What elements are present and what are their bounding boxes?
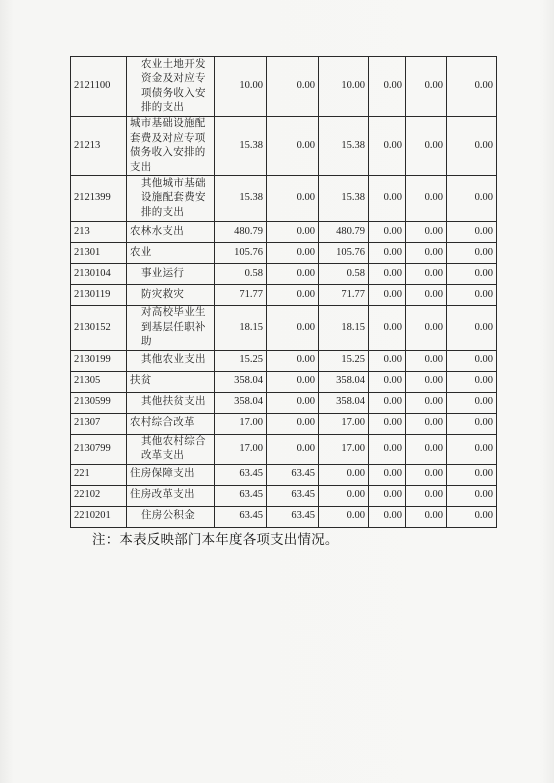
value-cell: 63.45 [215, 506, 267, 527]
value-cell: 0.00 [447, 464, 497, 485]
row-code: 21307 [71, 413, 127, 434]
value-cell: 105.76 [215, 243, 267, 264]
value-cell: 0.00 [406, 243, 447, 264]
row-code: 2130152 [71, 306, 127, 351]
value-cell: 0.00 [406, 57, 447, 117]
value-cell: 0.00 [406, 285, 447, 306]
value-cell: 0.00 [447, 485, 497, 506]
row-name: 防灾救灾 [127, 285, 215, 306]
row-code: 21213 [71, 117, 127, 176]
table-row [71, 117, 497, 176]
row-name: 对高校毕业生到基层任职补助 [127, 306, 215, 351]
value-cell: 0.00 [267, 413, 319, 434]
value-cell: 63.45 [267, 506, 319, 527]
row-name: 农业 [127, 243, 215, 264]
value-cell: 0.00 [319, 464, 369, 485]
value-cell: 0.00 [267, 306, 319, 351]
value-cell: 0.00 [267, 285, 319, 306]
value-cell: 0.00 [406, 176, 447, 222]
row-name: 其他农业支出 [127, 350, 215, 371]
value-cell: 15.38 [319, 176, 369, 222]
value-cell: 0.00 [267, 176, 319, 222]
row-code: 2121399 [71, 176, 127, 222]
table-row [71, 350, 497, 371]
value-cell: 71.77 [319, 285, 369, 306]
value-cell: 15.38 [215, 176, 267, 222]
value-cell: 0.58 [215, 264, 267, 285]
value-cell: 18.15 [215, 306, 267, 351]
value-cell: 358.04 [319, 392, 369, 413]
table-row [71, 176, 497, 222]
table-row [71, 222, 497, 243]
value-cell: 0.00 [406, 264, 447, 285]
value-cell: 0.00 [447, 371, 497, 392]
value-cell: 0.00 [369, 117, 406, 176]
value-cell: 17.00 [215, 434, 267, 464]
row-name: 事业运行 [127, 264, 215, 285]
value-cell: 0.58 [319, 264, 369, 285]
value-cell: 15.38 [319, 117, 369, 176]
value-cell: 0.00 [447, 57, 497, 117]
value-cell: 0.00 [406, 392, 447, 413]
value-cell: 0.00 [267, 222, 319, 243]
value-cell: 0.00 [369, 285, 406, 306]
value-cell: 0.00 [369, 57, 406, 117]
value-cell: 0.00 [369, 413, 406, 434]
value-cell: 0.00 [369, 176, 406, 222]
value-cell: 63.45 [267, 485, 319, 506]
row-code: 21301 [71, 243, 127, 264]
row-code: 2130599 [71, 392, 127, 413]
value-cell: 0.00 [447, 392, 497, 413]
value-cell: 0.00 [447, 285, 497, 306]
value-cell: 71.77 [215, 285, 267, 306]
value-cell: 63.45 [215, 485, 267, 506]
value-cell: 63.45 [267, 464, 319, 485]
row-code: 2130119 [71, 285, 127, 306]
value-cell: 0.00 [267, 117, 319, 176]
table-row [71, 243, 497, 264]
row-code: 221 [71, 464, 127, 485]
row-name: 其他扶贫支出 [127, 392, 215, 413]
value-cell: 0.00 [267, 57, 319, 117]
value-cell: 0.00 [369, 306, 406, 351]
value-cell: 0.00 [319, 506, 369, 527]
row-name: 城市基础设施配套费及对应专项债务收入安排的支出 [127, 117, 215, 176]
row-name: 其他城市基础设施配套费安排的支出 [127, 176, 215, 222]
table-row [71, 285, 497, 306]
value-cell: 0.00 [406, 222, 447, 243]
row-code: 21305 [71, 371, 127, 392]
table-body [71, 57, 497, 528]
row-name: 扶贫 [127, 371, 215, 392]
value-cell: 0.00 [406, 306, 447, 351]
row-code: 2210201 [71, 506, 127, 527]
value-cell: 18.15 [319, 306, 369, 351]
value-cell: 0.00 [447, 117, 497, 176]
row-name: 住房公积金 [127, 506, 215, 527]
value-cell: 0.00 [406, 350, 447, 371]
value-cell: 0.00 [369, 485, 406, 506]
value-cell: 15.25 [215, 350, 267, 371]
row-name: 住房改革支出 [127, 485, 215, 506]
value-cell: 0.00 [319, 485, 369, 506]
value-cell: 0.00 [369, 506, 406, 527]
value-cell: 0.00 [447, 243, 497, 264]
value-cell: 17.00 [319, 413, 369, 434]
value-cell: 0.00 [369, 464, 406, 485]
value-cell: 17.00 [319, 434, 369, 464]
row-name: 农村综合改革 [127, 413, 215, 434]
value-cell: 0.00 [267, 371, 319, 392]
value-cell: 0.00 [369, 392, 406, 413]
value-cell: 0.00 [406, 413, 447, 434]
table-row [71, 434, 497, 464]
value-cell: 0.00 [447, 506, 497, 527]
value-cell: 0.00 [447, 350, 497, 371]
row-code: 22102 [71, 485, 127, 506]
value-cell: 0.00 [447, 222, 497, 243]
value-cell: 17.00 [215, 413, 267, 434]
value-cell: 358.04 [215, 371, 267, 392]
table-row [71, 57, 497, 117]
row-code: 2130799 [71, 434, 127, 464]
table-row [71, 464, 497, 485]
table-row [71, 413, 497, 434]
value-cell: 0.00 [369, 222, 406, 243]
value-cell: 0.00 [447, 264, 497, 285]
row-name: 农业土地开发资金及对应专项债务收入安排的支出 [127, 57, 215, 117]
value-cell: 0.00 [369, 371, 406, 392]
value-cell: 0.00 [406, 485, 447, 506]
table-row [71, 485, 497, 506]
value-cell: 0.00 [369, 243, 406, 264]
value-cell: 358.04 [215, 392, 267, 413]
value-cell: 0.00 [369, 434, 406, 464]
value-cell: 0.00 [406, 117, 447, 176]
row-name: 其他农村综合改革支出 [127, 434, 215, 464]
value-cell: 0.00 [406, 371, 447, 392]
row-name: 农林水支出 [127, 222, 215, 243]
value-cell: 10.00 [215, 57, 267, 117]
table-row [71, 264, 497, 285]
table-row [71, 392, 497, 413]
row-code: 2130104 [71, 264, 127, 285]
table-row [71, 506, 497, 527]
value-cell: 0.00 [447, 306, 497, 351]
value-cell: 15.38 [215, 117, 267, 176]
table-row [71, 306, 497, 351]
value-cell: 0.00 [369, 350, 406, 371]
value-cell: 0.00 [369, 264, 406, 285]
value-cell: 0.00 [267, 264, 319, 285]
value-cell: 0.00 [267, 243, 319, 264]
value-cell: 0.00 [406, 464, 447, 485]
value-cell: 0.00 [267, 434, 319, 464]
expenditure-table [70, 56, 497, 528]
value-cell: 105.76 [319, 243, 369, 264]
value-cell: 0.00 [267, 350, 319, 371]
value-cell: 0.00 [406, 506, 447, 527]
row-name: 住房保障支出 [127, 464, 215, 485]
value-cell: 63.45 [215, 464, 267, 485]
row-code: 2121100 [71, 57, 127, 117]
value-cell: 10.00 [319, 57, 369, 117]
table-row [71, 371, 497, 392]
value-cell: 0.00 [406, 434, 447, 464]
row-code: 213 [71, 222, 127, 243]
value-cell: 358.04 [319, 371, 369, 392]
row-code: 2130199 [71, 350, 127, 371]
value-cell: 0.00 [447, 176, 497, 222]
value-cell: 15.25 [319, 350, 369, 371]
value-cell: 480.79 [319, 222, 369, 243]
value-cell: 0.00 [447, 434, 497, 464]
value-cell: 0.00 [267, 392, 319, 413]
value-cell: 0.00 [447, 413, 497, 434]
table-note: 注：本表反映部门本年度各项支出情况。 [92, 532, 339, 548]
value-cell: 480.79 [215, 222, 267, 243]
